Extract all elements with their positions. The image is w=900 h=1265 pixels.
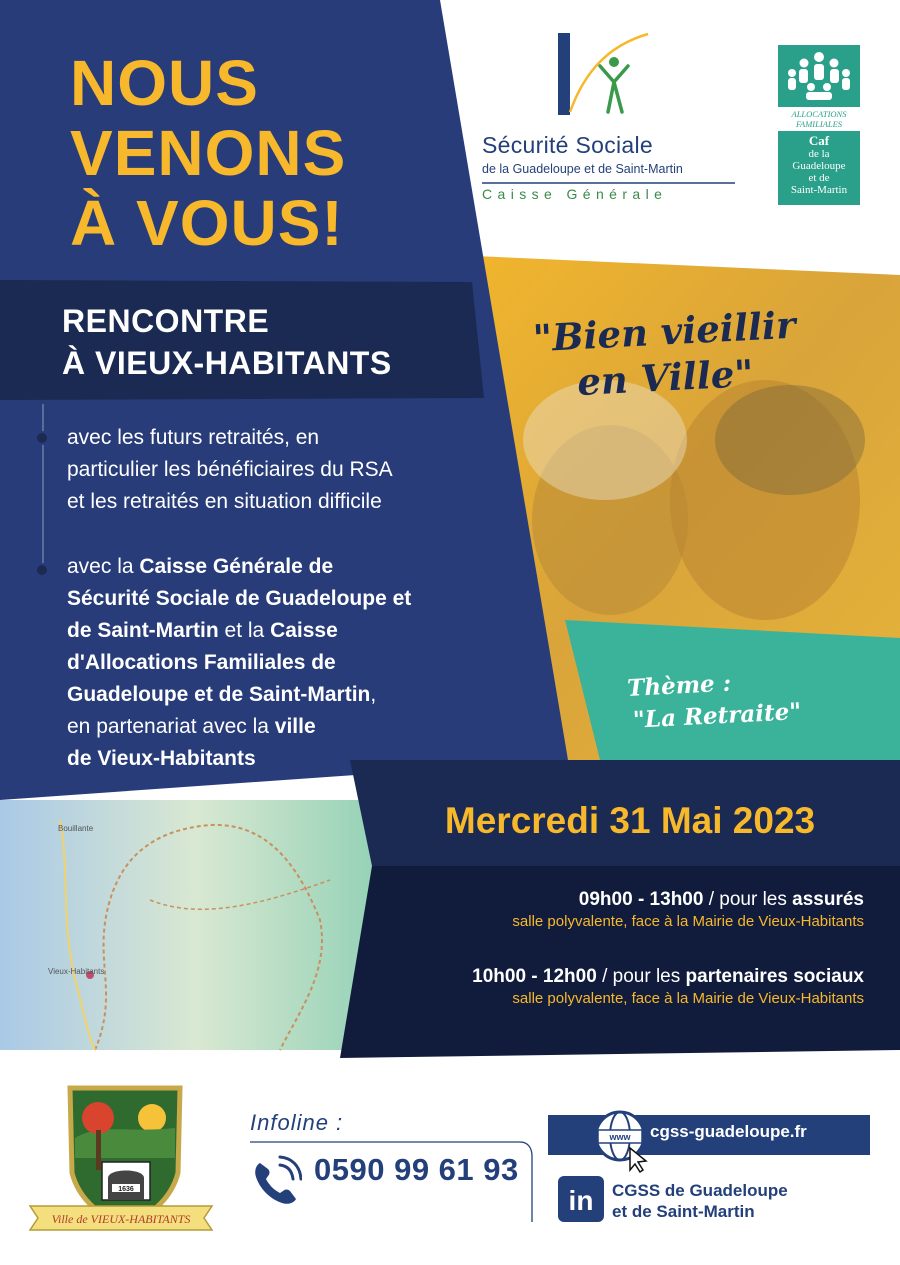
website-url[interactable]: cgss-guadeloupe.fr xyxy=(650,1122,807,1141)
town-crest-banner xyxy=(26,1200,216,1234)
caf-alloc-text: ALLOCATIONS FAMILIALES xyxy=(791,109,847,129)
bullet-dot-2 xyxy=(35,563,49,577)
schedule-item-1: 09h00 - 13h00 / pour les assurés salle polyvalente, face à la Mairie de Vieux-Habitants xyxy=(512,889,864,930)
theme-text: Thème : "La Retraite" xyxy=(626,669,802,734)
linkedin-label[interactable]: CGSS de Guadeloupe et de Saint-Martin xyxy=(612,1181,788,1221)
map-label-bouillante: Bouillante xyxy=(58,824,94,833)
crest-year: 1636 xyxy=(118,1186,134,1193)
schedule-item-2: 10h00 - 12h00 / pour les partenaires sociaux salle polyvalente, face à la Mairie de Vieux-Habitants xyxy=(472,966,864,1007)
linkedin-icon[interactable] xyxy=(558,1176,604,1222)
infoline-label: Infoline : xyxy=(250,1110,344,1135)
secu-logo-figure xyxy=(600,66,628,112)
globe-cursor-icon xyxy=(590,1108,650,1174)
bullet-1-text: avec les futurs retraités, en particulier les bénéficiaires du RSA et les retraités en situation difficile xyxy=(67,426,393,513)
phone-icon xyxy=(250,1155,302,1207)
caf-logo-top xyxy=(778,45,860,105)
rencontre-line-1: RENCONTRE xyxy=(62,303,270,339)
secu-logo-sub: de la Guadeloupe et de Saint-Martin xyxy=(482,162,683,176)
globe-www-text: www xyxy=(609,1132,631,1142)
secu-logo-name: Sécurité Sociale xyxy=(482,132,653,158)
rencontre-title xyxy=(62,300,462,384)
bullet-timeline xyxy=(42,404,44,570)
slogan-quote: "Bien vieillir en Ville" xyxy=(531,302,797,405)
caf-logo-text: Caf de la Guadeloupe et de Saint-Martin xyxy=(778,131,860,205)
event-date: Mercredi 31 Mai 2023 xyxy=(444,800,816,841)
headline-line-1: NOUS xyxy=(70,47,259,119)
infoline-phone[interactable]: 0590 99 61 93 xyxy=(314,1152,519,1187)
secu-logo-caisse: Caisse Générale xyxy=(482,186,668,202)
headline xyxy=(70,48,400,258)
caf-people-icon xyxy=(778,45,860,105)
rencontre-line-2: À VIEUX-HABITANTS xyxy=(62,345,392,381)
bullet-dot-1 xyxy=(35,431,49,445)
headline-line-2: VENONS xyxy=(70,117,347,189)
secu-logo-bar xyxy=(558,33,570,115)
crest-label-text: Ville de VIEUX-HABITANTS xyxy=(51,1212,191,1226)
headline-line-3: À VOUS! xyxy=(70,187,344,259)
linkedin-icon-text: in xyxy=(568,1185,594,1216)
bullet-2-text: avec la Caisse Générale de Sécurité Sociale de Guadeloupe et de Saint-Martin et la Caisse d'Allocations Familiales de Guadeloupe et de Saint-Martin, en partenariat avec la ville de Vieux-Habitants xyxy=(67,555,412,770)
caf-logo xyxy=(778,45,860,205)
map-label-vieux-habitants: Vieux-Habitants xyxy=(48,967,105,976)
